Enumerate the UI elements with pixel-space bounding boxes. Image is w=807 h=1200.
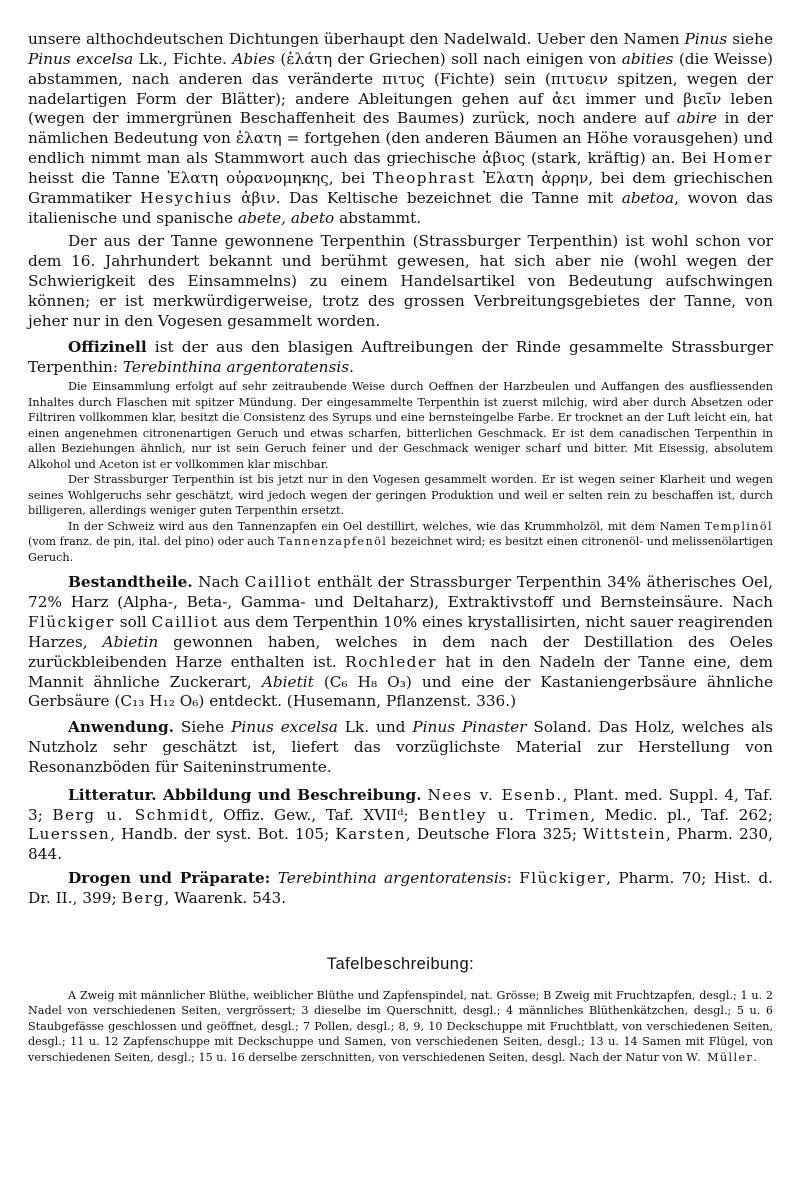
paragraph-officinal: Offizinell ist der aus den blasigen Auftreibungen der Rinde gesammelte Strassburger Terpenthin: Terebinthina argentoratensis. <box>28 337 773 376</box>
paragraph-history: Der aus der Tanne gewonnene Terpenthin (Strassburger Terpenthin) ist wohl schon vor dem 16. Jahrhundert bekannt und berühmt gewesen, hat sich aber nie (wohl wegen der Schwierigkeit des Einsammelns) zu einem Handelsartikel von Bedeutung aufschwingen können; er ist merkwürdigerweise, trotz des grossen Verbreitungsgebietes der Tanne, von jeher nur in den Vogesen gesammelt worden. <box>28 232 773 330</box>
heading-preparations: Drogen und Präparate: <box>68 869 271 888</box>
paragraph-literature: Litteratur. Abbildung und Beschreibung. Nees v. Esenb., Plant. med. Suppl. 4, Taf. 3; Berg u. Schmidt, Offiz. Gew., Taf. XVIIᵈ; Bentley u. Trimen, Medic. pl., Taf. 262; Luerssen, Handb. der syst. Bot. 105; Karsten, Deutsche Flora 325; Wittstein, Pharm. 230, 844. <box>28 785 774 864</box>
paragraph-strassburg: Der Strassburger Terpenthin ist bis jetzt nur in den Vogesen gesammelt worden. Er ist wegen seiner Klarheit und wegen seines Wohlgeruchs sehr geschätzt, wird jedoch wegen der geringen Produktion und weil er selten rein zu beschaffen ist, durch billigeren, allerdings weniger guten Terpenthin ersetzt. <box>28 473 773 518</box>
heading-officinal: Offizinell <box>68 337 147 356</box>
paragraph-constituents: Bestandtheile. Nach Cailliot enthält der Strassburger Terpenthin 34% ätherisches Oel, 72% Harz (Alpha-, Beta-, Gamma- und Deltaharz), Extraktivstoff und Bernsteinsäure. Nach Flückiger soll Cailliot aus dem Terpenthin 10% eines krystallisirten, nicht sauer reagirenden Harzes, Abietin gewonnen haben, welches in dem nach der Destillation des Oeles zurückbleibenden Harze enthalten ist. Rochleder hat in den Nadeln der Tanne eine, dem Mannit ähnliche Zuckerart, Abietit (C₆ H₈ O₃) und eine der Kastaniengerbsäure ähnliche Gerbsäure (C₁₃ H₁₂ O₆) entdeckt. (Husemann, Pflanzenst. 336.) <box>28 573 773 711</box>
heading-literature: Litteratur. Abbildung und Beschreibung. <box>68 785 422 804</box>
heading-application: Anwendung. <box>68 718 174 737</box>
paragraph-application: Anwendung. Siehe Pinus excelsa Lk. und Pinus Pinaster Soland. Das Holz, welches als Nutzholz sehr geschätzt ist, liefert das vorzüglichste Material zur Herstellung von Resonanzböden für Saiteninstrumente. <box>28 718 774 776</box>
paragraph-preparations: Drogen und Präparate: Terebinthina argentoratensis: Flückiger, Pharm. 70; Hist. d. Dr. II., 399; Berg, Waarenk. 543. <box>28 869 773 907</box>
plate-description-title: Tafelbeschreibung: <box>326 954 475 973</box>
plate-description-text: A Zweig mit männlicher Blüthe, weiblicher Blüthe und Zapfenspindel, nat. Grösse; B Zweig mit Fruchtzapfen, desgl.; 1 u. 2 Nadel von verschiedenen Seiten, vergrössert; 3 dieselbe im Querschnitt, desgl.; 4 männliches Blüthenkätzchen, desgl.; 5 u. 6 Staubgefässe geschlossen und geöffnet, desgl.; 7 Pollen, desgl.; 8, 9, 10 Deckschuppe mit Fruchtblatt, von verschiedenen Seiten, desgl.; 11 u. 12 Zapfenschuppe mit Deckschuppe und Samen, von verschiedenen Seiten, desgl.; 13 u. 14 Samen mit Flügel, von verschiedenen Seiten, desgl.; 15 u. 16 derselbe zerschnitten, von verschiedenen Seiten, desgl. Nach der Natur von W. Müller. <box>28 988 773 1064</box>
paragraph-collection: Die Einsammlung erfolgt auf sehr zeitraubende Weise durch Oeffnen der Harzbeulen und Auffangen des ausfliessenden Inhaltes durch Flaschen mit spitzer Mündung. Der eingesammelte Terpenthin ist zuerst milchig, wird aber durch Absetzen oder Filtriren vollkommen klar, besitzt die Consistenz des Syrups und eine bernsteingelbe Farbe. Er trocknet an der Luft leicht ein, hat einen angenehmen citronenartigen Geruch und etwas scharfen, bitterlichen Geschmack. Er ist dem canadischen Terpenthin in allen Beziehungen ähnlich, nur ist sein Geruch feiner und der Geschmack weniger scharf und bitter. Mit Eisessig, absolutem Alkohol und Aceton ist er vollkommen klar mischbar. <box>28 380 773 471</box>
page-content <box>28 30 773 1065</box>
heading-constituents: Bestandtheile. <box>68 573 193 592</box>
paragraph-templinol: In der Schweiz wird aus den Tannenzapfen ein Oel destillirt, welches, wie das Krummholzöl, mit dem Namen Templinöl (vom franz. de pin, ital. del pino) oder auch Tannenzapfenöl bezeichnet wird; es besitzt einen citronenöl- und melissenölartigen Geruch. <box>28 519 773 564</box>
paragraph-etymology: unsere althochdeutschen Dichtungen überhaupt den Nadelwald. Ueber den Namen Pinus siehe Pinus excelsa Lk., Fichte. Abies (ἐλάτη der Griechen) soll nach einigen von abities (die Weisse) abstammen, nach anderen das veränderte πιτυς (Fichte) sein (πιτυειν spitzen, wegen der nadelartigen Form der Blätter); andere Ableitungen gehen auf ἀει immer und βιεῖν leben (wegen der immergrünen Beschaffenheit des Baumes) zurück, noch andere auf abire in der nämlichen Bedeutung von ἐλατη = fortgehen (den anderen Bäumen an Höhe vorausgehen) und endlich nimmt man als Stammwort auch das griechische ἀβιος (stark, kräftig) an. Bei Homer heisst die Tanne Ἐλατη οὐρανομηκης, bei Theophrast Ἐλατη ἀρρην, bei dem griechischen Grammatiker Hesychius ἀβιν. Das Keltische bezeichnet die Tanne mit abetoa, wovon das italienische und spanische abete, abeto abstammt. <box>28 30 773 227</box>
